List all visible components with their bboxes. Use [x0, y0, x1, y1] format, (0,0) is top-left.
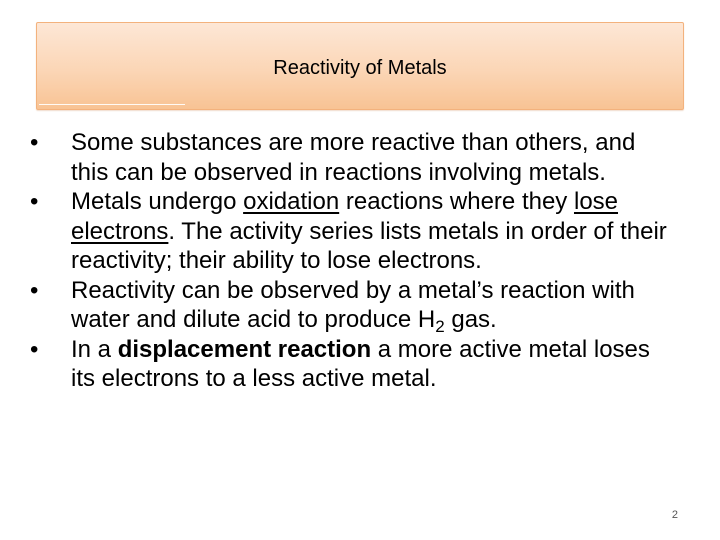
bullet-text: Some substances are more reactive than others, and this can be observed in reactions involving metals. — [71, 129, 636, 186]
slide-title: Reactivity of Metals — [273, 57, 447, 79]
title-accent-line — [39, 104, 185, 105]
underlined-term: oxidation — [243, 188, 340, 215]
page-number: 2 — [671, 509, 678, 521]
bullet-text: reactions where they — [339, 188, 574, 215]
bullet-text: a more active metal loses its electrons to a less active metal. — [71, 335, 650, 392]
bullet-item — [30, 128, 670, 187]
bullet-text: Reactivity can be observed by a metal’s reaction with water and dilute acid to produce H — [71, 276, 635, 333]
underlined-term: lose electrons — [71, 188, 619, 245]
bullet-text: Metals undergo — [71, 188, 244, 215]
bold-term: displacement reaction — [117, 335, 372, 363]
bullet-item — [30, 335, 670, 394]
bullet-list — [30, 128, 670, 394]
bullet-text: gas. — [444, 306, 497, 333]
subscript: 2 — [435, 317, 445, 336]
bullet-dot: • — [30, 129, 39, 156]
bullet-item — [30, 276, 670, 335]
bullet-dot: • — [30, 276, 39, 304]
bullet-dot: • — [30, 188, 39, 215]
bullet-item — [30, 187, 670, 276]
bullet-dot: • — [30, 335, 39, 363]
bullet-text: . The activity series lists metals in order of their reactivity; their ability to lose electrons. — [71, 217, 667, 274]
bullet-text: In a — [71, 335, 118, 363]
